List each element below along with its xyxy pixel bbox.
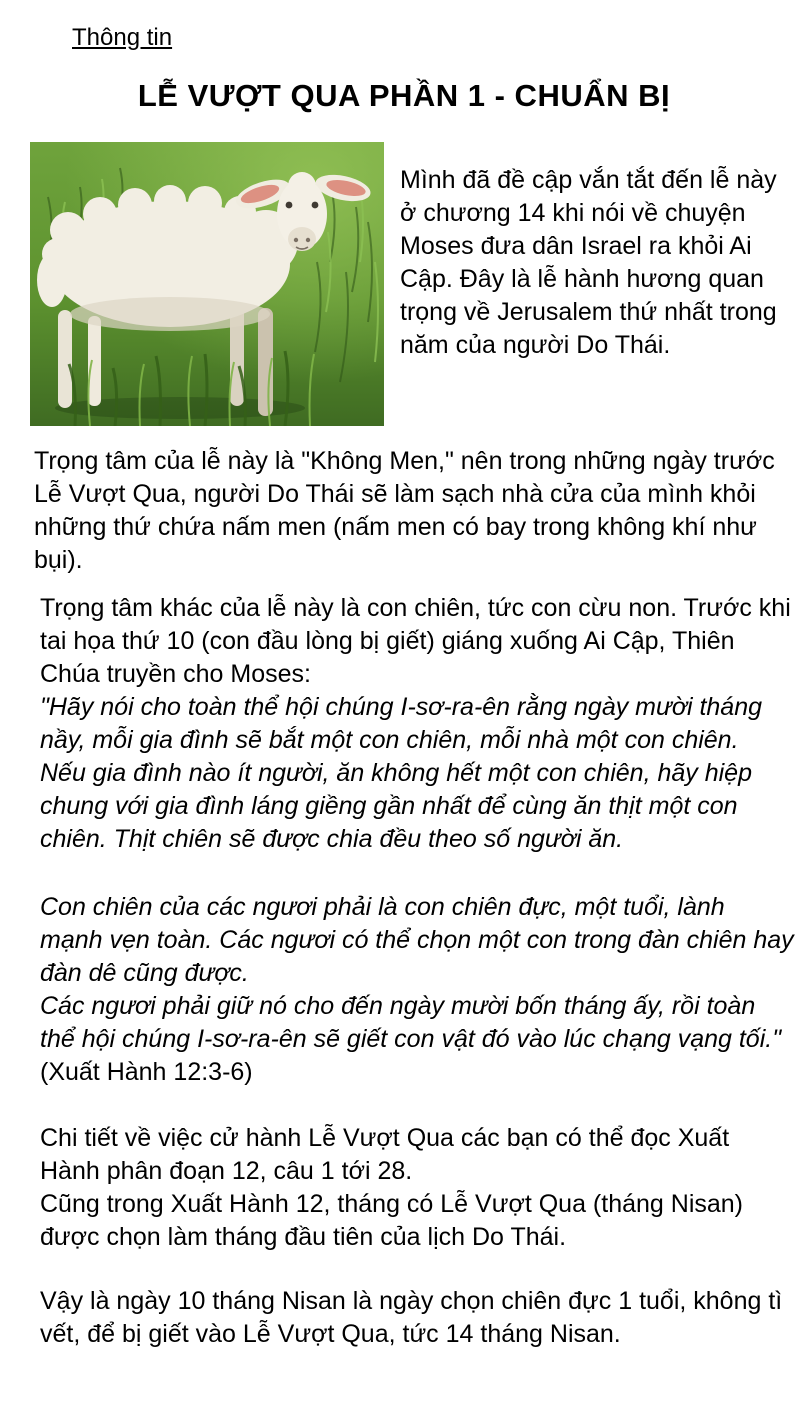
quote-exodus-3: Con chiên của các ngươi phải là con chiên đực, một tuổi, lành mạnh vẹn toàn. Các ngươi có thể chọn một con trong đàn chiên hay đàn dê cũng được. [40,893,794,987]
scripture-reference: (Xuất Hành 12:3-6) [40,1058,253,1086]
quote-exodus-2: Nếu gia đình nào ít người, ăn không hết một con chiên, hãy hiệp chung với gia đình láng giềng gần nhất để cùng ăn thịt một con chiên. Thịt chiên sẽ được chia đều theo số người ăn. [40,759,752,853]
lamb-photo-illustration [30,142,384,426]
paragraph-detail: Chi tiết về việc cử hành Lễ Vượt Qua các bạn có thể đọc Xuất Hành phân đoạn 12, câu 1 tới 28. [40,1124,730,1185]
paragraph-intro: Mình đã đề cập vắn tắt đến lễ này ở chương 14 khi nói về chuyện Moses đưa dân Israel ra khỏi Ai Cập. Đây là lễ hành hương quan trọng về Jerusalem thứ nhất trong năm của người Do Thái. [400,166,777,359]
paragraph-lamb: Trọng tâm khác của lễ này là con chiên, tức con cừu non. Trước khi tai họa thứ 10 (con đầu lòng bị giết) giáng xuống Ai Cập, Thiên Chúa truyền cho Moses: [40,594,791,688]
quote-exodus-4: Các ngươi phải giữ nó cho đến ngày mười bốn tháng ấy, rồi toàn thể hội chúng I-sơ-ra-ên sẽ giết con vật đó vào lúc chạng vạng tối." [40,992,782,1053]
quote-exodus-1: "Hãy nói cho toàn thể hội chúng I-sơ-ra-ên rằng ngày mười tháng nầy, mỗi gia đình sẽ bắt một con chiên, mỗi nhà một con chiên. [40,693,763,754]
paragraph-yeast: Trọng tâm của lễ này là "Không Men," nên trong những ngày trước Lễ Vượt Qua, người Do Thái sẽ làm sạch nhà cửa của mình khỏi những thứ chứa nấm men (nấm men có bay trong không khí như bụi). [34,447,775,574]
lamb-photo [30,142,384,426]
paragraph-summary: Vậy là ngày 10 tháng Nisan là ngày chọn chiên đực 1 tuổi, không tì vết, để bị giết vào Lễ Vượt Qua, tức 14 tháng Nisan. [40,1287,783,1348]
page-title: LỄ VƯỢT QUA PHẦN 1 - CHUẨN BỊ [137,78,671,113]
paragraph-nisan: Cũng trong Xuất Hành 12, tháng có Lễ Vượt Qua (tháng Nisan) được chọn làm tháng đầu tiên của lịch Do Thái. [40,1190,744,1251]
thong-tin-link[interactable]: Thông tin [72,24,173,51]
article-body [0,142,808,1351]
